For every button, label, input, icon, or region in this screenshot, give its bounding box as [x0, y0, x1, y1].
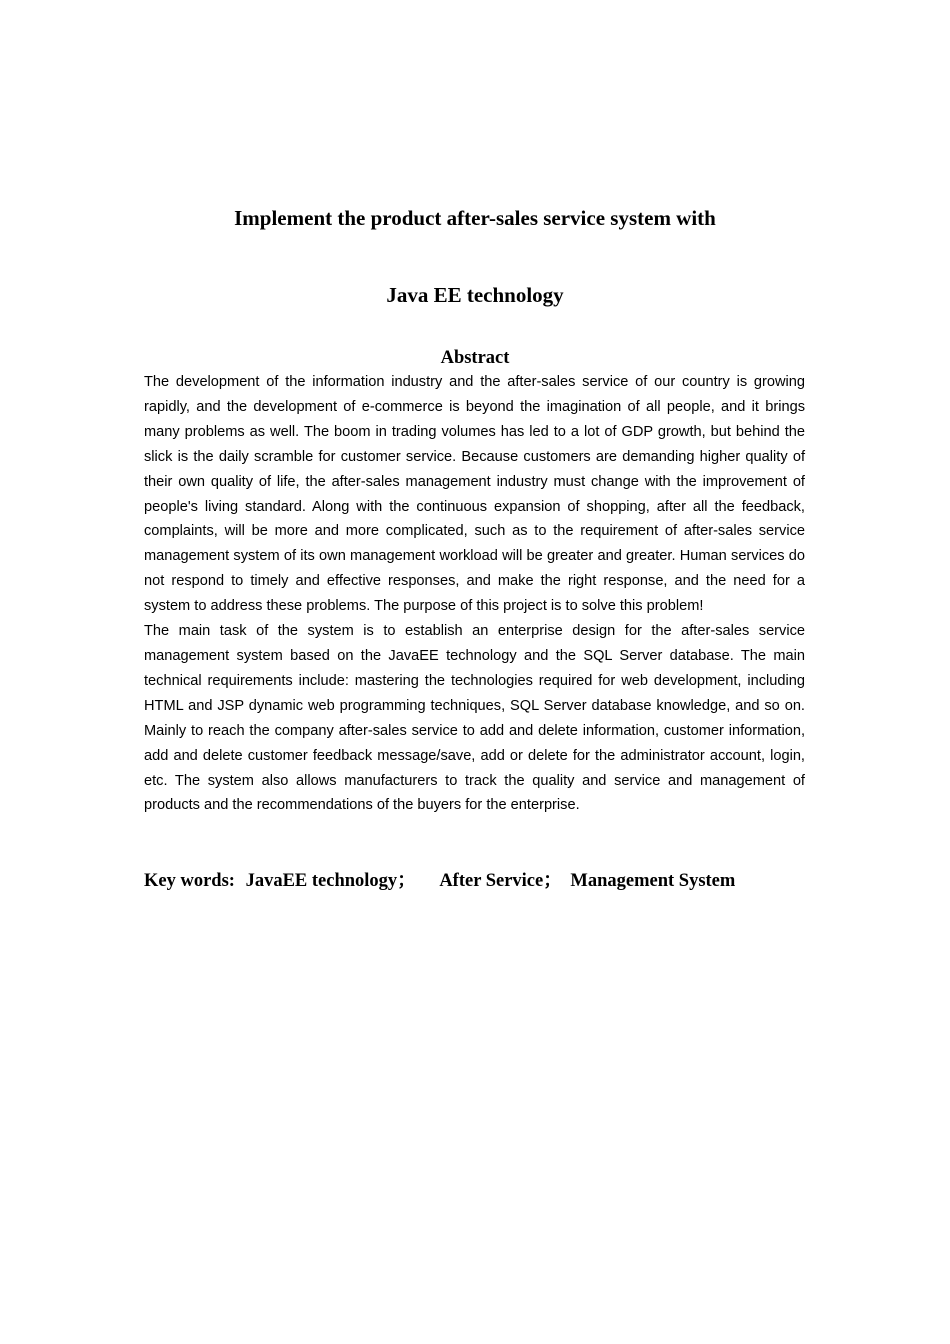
keywords-label: Key words:: [144, 871, 235, 891]
keyword-2: After Service: [439, 871, 544, 891]
title-line-1: Implement the product after-sales service system with: [234, 206, 716, 230]
keyword-separator-2: ；: [543, 871, 562, 891]
keyword-3: Management System: [570, 871, 736, 891]
keyword-separator-1: ；: [397, 871, 416, 891]
abstract-body: [144, 370, 805, 818]
title-line-2: Java EE technology: [386, 283, 564, 307]
abstract-heading: Abstract: [440, 348, 510, 368]
keyword-1: JavaEE technology: [245, 871, 398, 891]
keywords-line: [144, 869, 864, 893]
abstract-paragraph-2: The main task of the system is to establish an enterprise design for the after-sales service management system based on the JavaEE technology and the SQL Server database. The main technical requirements include: mastering the technologies required for web development, including HTML and JSP dynamic web programming techniques, SQL Server database knowledge, and so on. Mainly to reach the company after-sales service to add and delete information, customer information, add and delete customer feedback message/save, add or delete for the administrator account, login, etc. The system also allows manufacturers to track the quality and service and management of products and the recommendations of the buyers for the enterprise.: [144, 623, 805, 814]
abstract-paragraph-1: The development of the information industry and the after-sales service of our country is growing rapidly, and the development of e-commerce is beyond the imagination of all people, and it brings many problems as well. The boom in trading volumes has led to a lot of GDP growth, but behind the slick is the daily scramble for customer service. Because customers are demanding higher quality of their own quality of life, the after-sales management industry must change with the improvement of people's living standard. Along with the continuous expansion of shopping, after all the feedback, complaints, will be more and more complicated, such as to the requirement of after-sales service management system of its own management workload will be greater and greater. Human services do not respond to timely and effective responses, and make the right response, and the need for a system to address these problems. The purpose of this project is to solve this problem!: [144, 374, 805, 615]
